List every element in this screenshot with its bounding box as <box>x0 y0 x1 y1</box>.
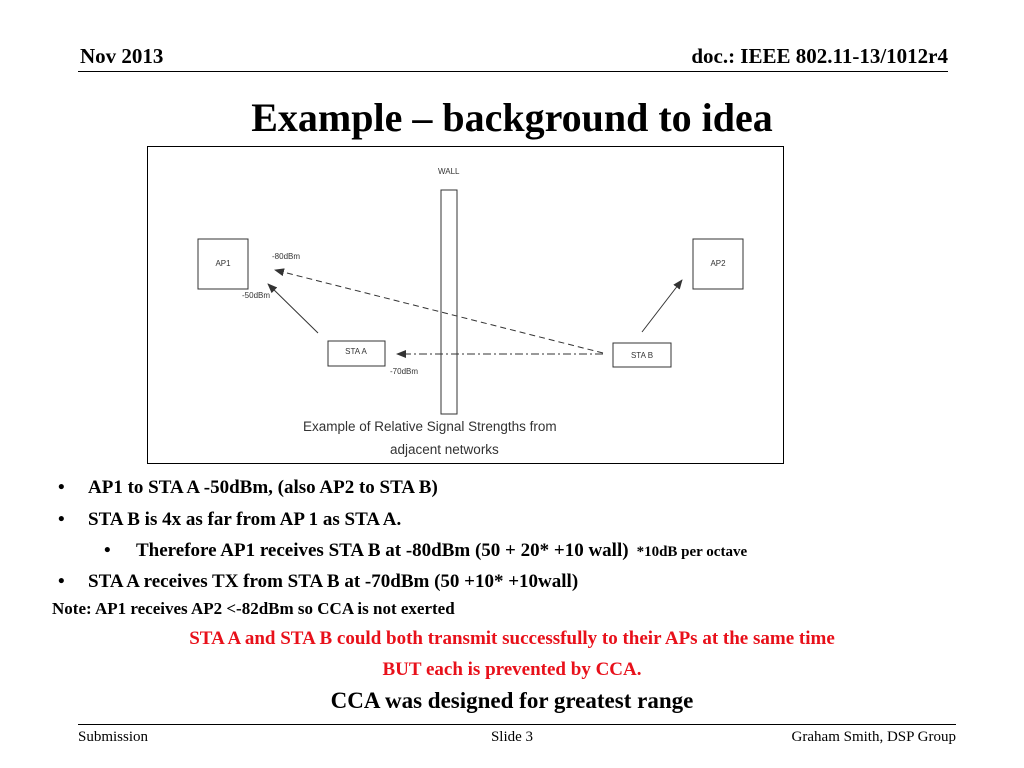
sub-bullet-item <box>104 540 747 562</box>
bullet-item <box>58 571 578 593</box>
header-date: Nov 2013 <box>80 44 164 68</box>
sta-a-label: STA A <box>345 347 367 356</box>
signal-50-label: -50dBm <box>242 291 271 300</box>
header-divider <box>78 71 948 72</box>
footer-author: Graham Smith, DSP Group <box>791 729 956 745</box>
bullet-dot-icon: • <box>58 571 65 592</box>
ap2-label: AP2 <box>710 259 726 268</box>
bullet-item <box>58 509 401 531</box>
stab-to-ap2-arrow <box>642 280 682 332</box>
diagram-canvas <box>148 147 785 465</box>
footer-submission: Submission <box>78 729 149 745</box>
diagram-caption-line2: adjacent networks <box>390 442 499 457</box>
signal-strength-diagram <box>147 146 784 464</box>
bullet-dot-icon: • <box>58 477 65 498</box>
diagram-caption-line1: Example of Relative Signal Strengths from <box>303 419 557 434</box>
stab-to-ap1-arrow <box>275 270 603 353</box>
wall-label: WALL <box>438 167 460 176</box>
note-text: Note: AP1 receives AP2 <-82dBm so CCA is not exerted <box>52 599 455 618</box>
bullet-dot-icon: • <box>58 509 65 530</box>
bullet-text: AP1 to STA A -50dBm, (also AP2 to STA B) <box>88 477 438 498</box>
signal-80-label: -80dBm <box>272 252 301 261</box>
highlight-line1: STA A and STA B could both transmit successfully to their APs at the same time <box>189 628 835 649</box>
header-doc-id: doc.: IEEE 802.11-13/1012r4 <box>691 44 948 68</box>
slide-title: Example – background to idea <box>251 95 773 140</box>
staa-to-ap1-arrow <box>268 284 318 333</box>
footer-divider <box>78 724 956 725</box>
bullet-text: STA B is 4x as far from AP 1 as STA A. <box>88 509 402 530</box>
ap1-label: AP1 <box>215 259 231 268</box>
sta-b-label: STA B <box>630 351 654 360</box>
wall <box>441 190 457 414</box>
bullet-text: STA A receives TX from STA B at -70dBm (50 +10* +10wall) <box>88 571 579 592</box>
bullet-text: Therefore AP1 receives STA B at -80dBm (50 + 20* +10 wall) <box>136 540 629 561</box>
conclusion-text: CCA was designed for greatest range <box>330 688 694 713</box>
bullet-dot-icon: • <box>104 540 111 561</box>
bullet-footnote: *10dB per octave <box>636 544 748 560</box>
signal-70-label: -70dBm <box>390 367 419 376</box>
bullet-item <box>58 477 438 499</box>
highlight-line2: BUT each is prevented by CCA. <box>382 659 642 680</box>
footer-slide-number: Slide 3 <box>490 729 534 745</box>
